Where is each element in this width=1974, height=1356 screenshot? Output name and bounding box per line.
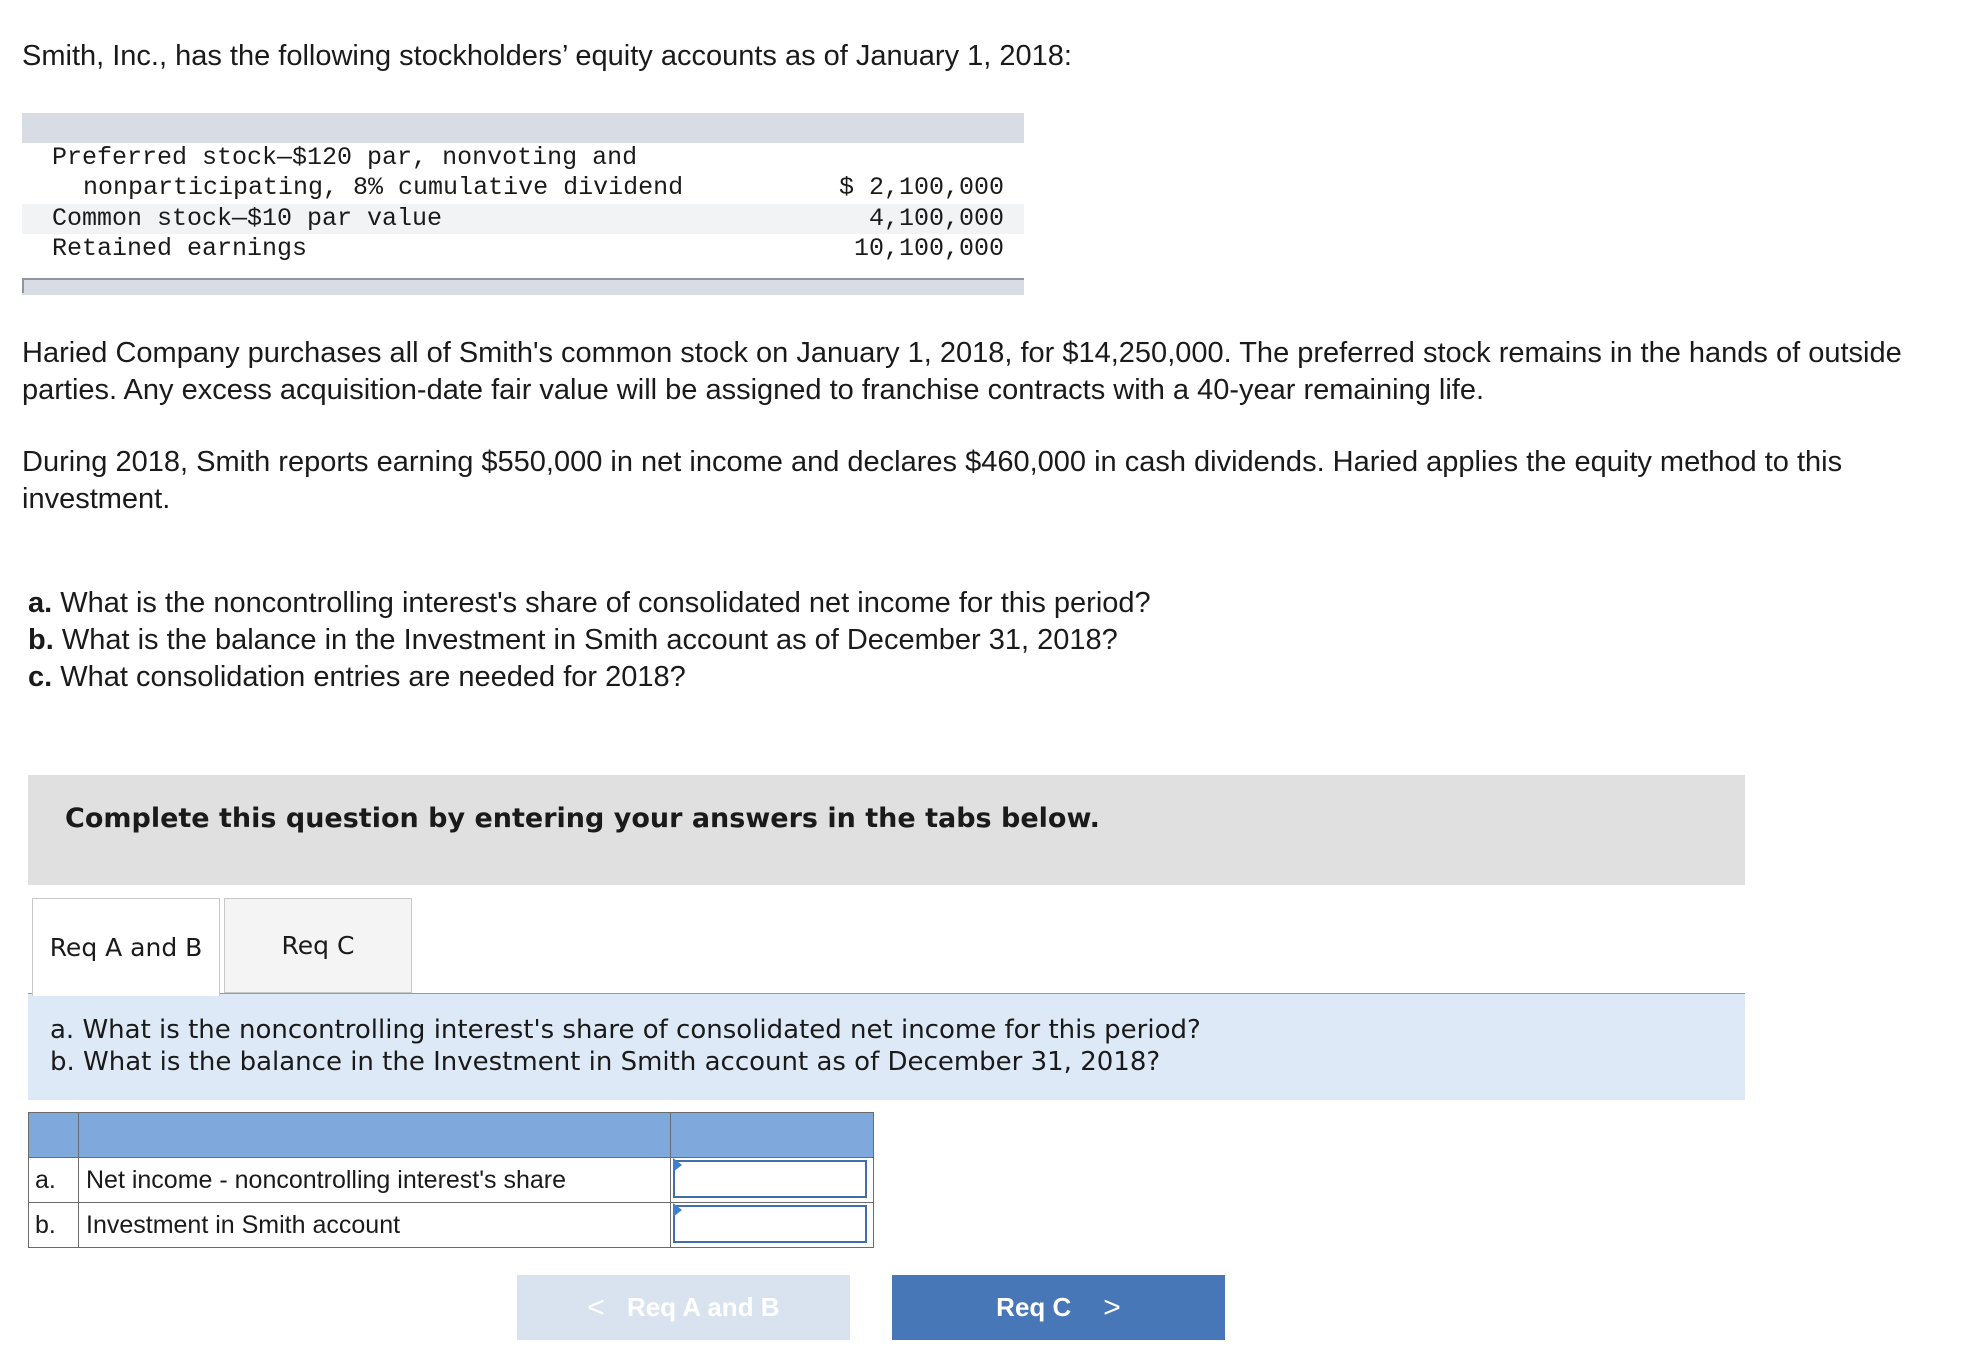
investment-balance-input[interactable]	[673, 1205, 867, 1243]
question-a: a. What is the noncontrolling interest's share of consolidated net income for this period?	[28, 587, 1151, 619]
retained-value: 10,100,000	[853, 234, 1004, 263]
common-value: 4,100,000	[868, 204, 1004, 233]
previous-tab-label: Req A and B	[626, 1292, 780, 1322]
prompt-line-b: b. What is the balance in the Investment in Smith account as of December 31, 2018?	[50, 1047, 1161, 1077]
income-paragraph: During 2018, Smith reports earning $550,000 in net income and declares $460,000 in cash dividends. Haried applies the equity method to this investment.	[22, 446, 1843, 515]
row-letter: b.	[29, 1203, 79, 1248]
chevron-right-icon: >	[1103, 1290, 1121, 1324]
instruction-box	[28, 775, 1745, 885]
chevron-left-icon: <	[587, 1290, 605, 1324]
preferred-value: $ 2,100,000	[838, 173, 1004, 202]
intro-text: Smith, Inc., has the following stockholders’ equity accounts as of January 1, 2018:	[22, 40, 1072, 72]
next-tab-button[interactable]	[892, 1275, 1225, 1340]
answer-table-header	[29, 1113, 874, 1158]
preferred-label-line2: nonparticipating, 8% cumulative dividend	[83, 173, 684, 202]
table-row	[29, 1158, 874, 1203]
preferred-row-2	[22, 173, 1024, 203]
preferred-label-line1: Preferred stock—$120 par, nonvoting and	[52, 143, 638, 172]
tab-req-c[interactable]: Req C	[224, 898, 412, 993]
common-row	[22, 204, 1024, 234]
question-c: c. What consolidation entries are needed for 2018?	[28, 661, 686, 693]
next-tab-label: Req C	[996, 1292, 1072, 1322]
table-footer-bar	[22, 278, 1024, 295]
common-label: Common stock—$10 par value	[52, 204, 443, 233]
instruction-text: Complete this question by entering your answers in the tabs below.	[65, 803, 1100, 834]
nci-share-input[interactable]	[673, 1160, 867, 1198]
row-label: Investment in Smith account	[79, 1203, 671, 1248]
previous-tab-button[interactable]	[517, 1275, 850, 1340]
answer-table	[28, 1112, 874, 1248]
row-letter: a.	[29, 1158, 79, 1203]
input-marker-icon	[673, 1203, 682, 1217]
acquisition-paragraph: Haried Company purchases all of Smith's common stock on January 1, 2018, for $14,250,000. The preferred stock remains in the hands of outside parties. Any excess acquisition-date fair value will be assigned to franchise contracts with a 40-year remaining life.	[22, 337, 1902, 406]
preferred-row-1	[22, 143, 1024, 173]
tab-req-a-and-b[interactable]: Req A and B	[32, 898, 220, 996]
question-list	[28, 585, 1151, 696]
tab-prompt	[28, 994, 1745, 1100]
equity-accounts-table	[22, 113, 1024, 293]
question-b: b. What is the balance in the Investment in Smith account as of December 31, 2018?	[28, 624, 1118, 656]
retained-row	[22, 234, 1024, 264]
row-label: Net income - noncontrolling interest's share	[79, 1158, 671, 1203]
prompt-line-a: a. What is the noncontrolling interest's share of consolidated net income for this period?	[50, 1015, 1201, 1045]
table-header-bar	[22, 113, 1024, 143]
retained-label: Retained earnings	[52, 234, 308, 263]
input-marker-icon	[673, 1158, 682, 1172]
table-row	[29, 1203, 874, 1248]
